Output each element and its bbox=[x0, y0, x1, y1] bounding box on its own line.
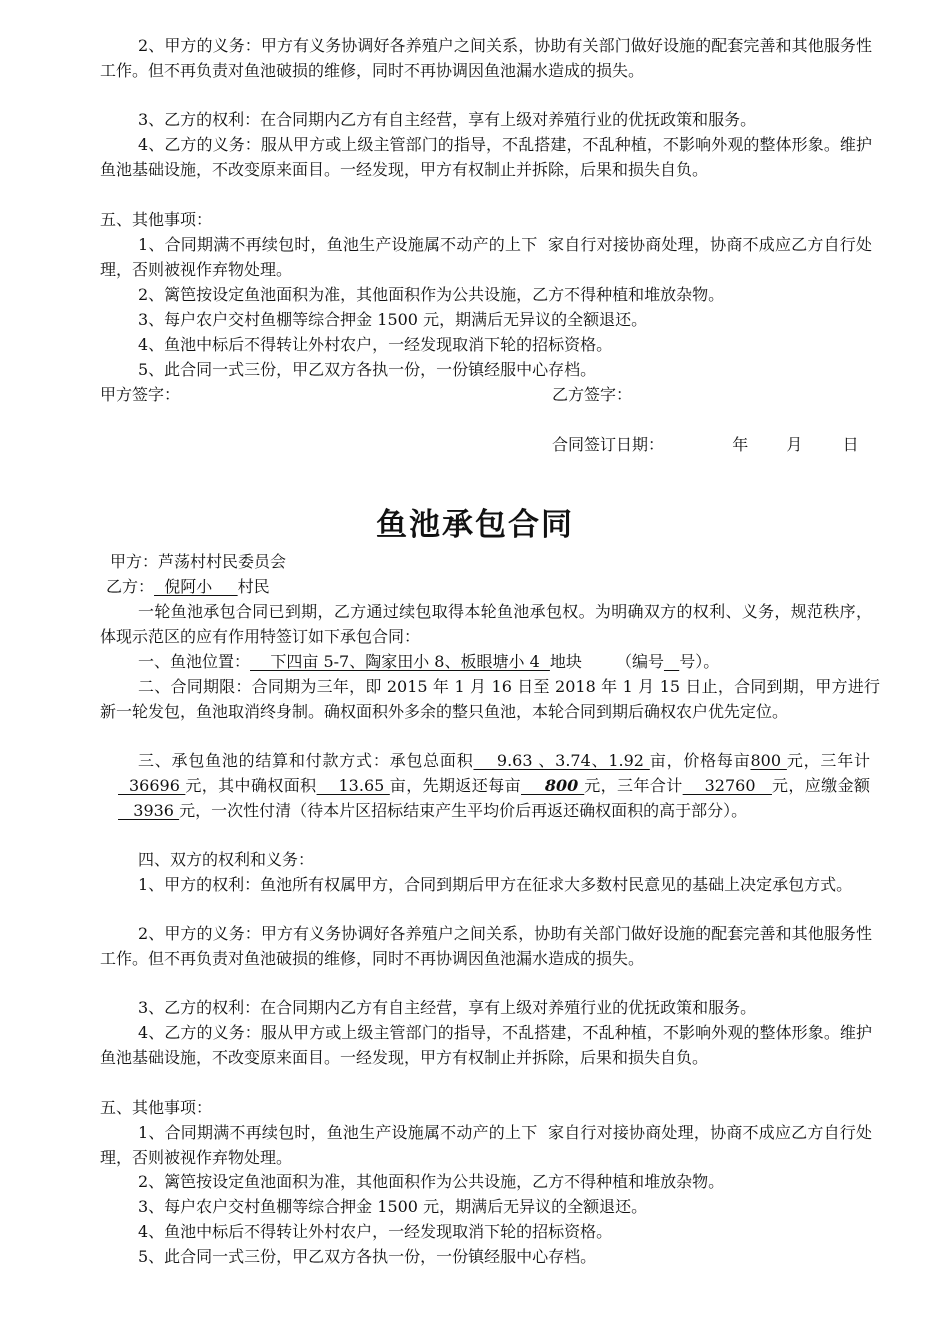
signature-party-b: 乙方签字： bbox=[552, 385, 633, 404]
signature-party-a: 甲方签字： bbox=[100, 385, 181, 404]
contract-title: 鱼池承包合同 bbox=[376, 507, 574, 543]
signing-date-year: 年 bbox=[732, 435, 749, 454]
rights-heading: 四、双方的权利和义务： bbox=[138, 850, 315, 869]
top-obligation-b: 4、乙方的义务：服从甲方或上级主管部门的指导，不乱搭建，不乱种植，不影响外观的整体形象。维护鱼池基础设施，不改变原来面目。一经发现，甲方有权制止并拆除，后果和损失自负。 bbox=[100, 135, 872, 179]
other-item-2: 2、篱笆按设定鱼池面积为准，其他面积作为公共设施，乙方不得种植和堆放杂物。 bbox=[138, 1172, 725, 1191]
obligation-party-a: 2、甲方的义务：甲方有义务协调好各养殖户之间关系，协助有关部门做好设施的配套完善和其他服务性工作。但不再负责对鱼池破损的维修，同时不再协调因鱼池漏水造成的损失。 bbox=[100, 924, 872, 968]
plot-number-label: （编号 bbox=[615, 652, 664, 671]
signing-date-label: 合同签订日期： bbox=[552, 435, 665, 454]
signing-date-day: 日 bbox=[842, 435, 859, 454]
top-other-item-1: 1、合同期满不再续包时，鱼池生产设施属不动产的上下 家自行对接协商处理，协商不成应乙方自行处理，否则被视作弃物处理。 bbox=[100, 235, 872, 279]
top-other-item-3: 3、每户农户交村鱼棚等综合押金 1500 元，期满后无异议的全额退还。 bbox=[138, 310, 648, 329]
party-b-name: 倪阿小 bbox=[154, 577, 238, 596]
location-value: 下四亩 5-7、陶家田小 8、板眼塘小 4 bbox=[250, 652, 550, 671]
other-item-1: 1、合同期满不再续包时，鱼池生产设施属不动产的上下 家自行对接协商处理，协商不成应乙方自行处理，否则被视作弃物处理。 bbox=[100, 1123, 872, 1167]
payment-text-6: 元，应缴金额 bbox=[771, 775, 870, 795]
pond-location-row bbox=[100, 650, 872, 675]
top-other-heading: 五、其他事项： bbox=[100, 210, 213, 229]
payment-amount-due: 3936 bbox=[118, 800, 180, 820]
payment-refund-per-mu: 800 bbox=[521, 775, 585, 795]
payment-text-5: 元，三年合计 bbox=[584, 775, 683, 795]
party-a: 甲方：芦荡村村民委员会 bbox=[110, 552, 287, 571]
payment-refund-total: 32760 bbox=[682, 775, 772, 795]
party-b-row bbox=[106, 575, 878, 600]
payment-three-year-total: 36696 bbox=[118, 775, 186, 795]
payment-total-area: 9.63 、3.74、1.92 bbox=[473, 751, 650, 770]
payment-text-3: 元，其中确权面积 bbox=[185, 775, 317, 795]
location-suffix: 地块 bbox=[549, 652, 582, 671]
contract-intro: 一轮鱼池承包合同已到期，乙方通过续包取得本轮鱼池承包权。为明确双方的权利、义务，规范秩序，体现示范区的应有作用特签订如下承包合同： bbox=[100, 602, 872, 646]
right-party-a: 1、甲方的权利：鱼池所有权属甲方，合同到期后甲方在征求大多数村民意见的基础上决定承包方式。 bbox=[138, 875, 853, 894]
other-item-3: 3、每户农户交村鱼棚等综合押金 1500 元，期满后无异议的全额退还。 bbox=[138, 1197, 648, 1216]
payment-price-per-mu: 800 bbox=[750, 751, 787, 770]
top-other-item-4: 4、鱼池中标后不得转让外村农户，一经发现取消下轮的招标资格。 bbox=[138, 335, 613, 354]
payment-text-2: 元，三年计 bbox=[786, 751, 870, 770]
right-party-b: 3、乙方的权利：在合同期内乙方有自主经营，享有上级对养殖行业的优抚政策和服务。 bbox=[138, 998, 757, 1017]
contract-term: 二、合同期限：合同期为三年，即 2015 年 1 月 16 日至 2018 年 1 月 15 日止，合同到期，甲方进行新一轮发包，鱼池取消终身制。确权面积外多余的整只鱼池，本轮合同到期后确权农户优先定位。 bbox=[100, 677, 880, 721]
other-item-4: 4、鱼池中标后不得转让外村农户，一经发现取消下轮的招标资格。 bbox=[138, 1222, 613, 1241]
obligation-party-b: 4、乙方的义务：服从甲方或上级主管部门的指导，不乱搭建，不乱种植，不影响外观的整体形象。维护鱼池基础设施，不改变原来面目。一经发现，甲方有权制止并拆除，后果和损失自负。 bbox=[100, 1023, 872, 1067]
party-b-label: 乙方： bbox=[106, 577, 155, 596]
signing-date-row bbox=[552, 433, 859, 457]
plot-number-suffix: 号）。 bbox=[679, 652, 720, 671]
top-other-item-5: 5、此合同一式三份，甲乙双方各执一份，一份镇经服中心存档。 bbox=[138, 360, 597, 379]
top-obligation-a: 2、甲方的义务：甲方有义务协调好各养殖户之间关系，协助有关部门做好设施的配套完善和其他服务性工作。但不再负责对鱼池破损的维修，同时不再协调因鱼池漏水造成的损失。 bbox=[100, 36, 872, 80]
top-right-b: 3、乙方的权利：在合同期内乙方有自主经营，享有上级对养殖行业的优抚政策和服务。 bbox=[138, 110, 757, 129]
payment-text-4: 亩，先期返还每亩 bbox=[389, 775, 521, 795]
other-item-5: 5、此合同一式三份，甲乙双方各执一份，一份镇经服中心存档。 bbox=[138, 1247, 597, 1266]
payment-text-7: 元，一次性付清（待本片区招标结束产生平均价后再返还确权面积的高于部分）。 bbox=[179, 800, 748, 820]
payment-label: 三、承包鱼池的结算和付款方式：承包总面积 bbox=[138, 751, 474, 770]
other-heading: 五、其他事项： bbox=[100, 1098, 213, 1117]
location-label: 一、鱼池位置： bbox=[138, 652, 251, 671]
top-other-item-2: 2、篱笆按设定鱼池面积为准，其他面积作为公共设施，乙方不得种植和堆放杂物。 bbox=[138, 285, 725, 304]
payment-confirmed-area: 13.65 bbox=[316, 775, 390, 795]
signing-date-month: 月 bbox=[786, 435, 803, 454]
plot-number-value bbox=[664, 652, 679, 671]
party-b-suffix: 村民 bbox=[237, 577, 270, 596]
payment-clause bbox=[118, 749, 870, 823]
payment-text-1: 亩，价格每亩 bbox=[649, 751, 751, 770]
